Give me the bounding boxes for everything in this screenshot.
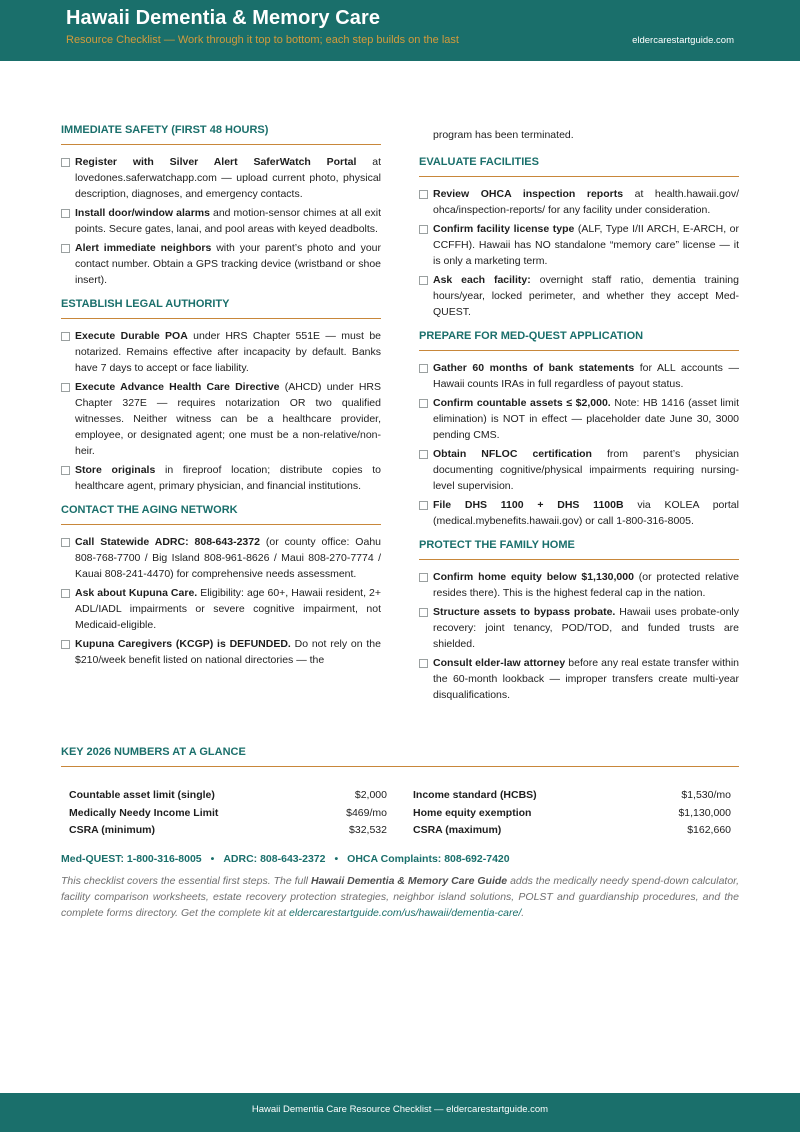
checklist-item bbox=[419, 186, 739, 218]
page-title: Hawaii Dementia & Memory Care bbox=[66, 7, 381, 29]
item-heading: Review OHCA inspection reports bbox=[433, 188, 624, 200]
row-label: CSRA (maximum) bbox=[413, 824, 502, 836]
checkbox[interactable] bbox=[61, 466, 70, 475]
item-heading: Consult elder-law attorney bbox=[433, 657, 566, 669]
note-text: adds the medically needy spend-down calculator, facility comparison worksheets, estate recovery protection strategies, neighbor island solutions, POLST and guardianship procedures, and the complete forms directory. Get the complete kit at bbox=[61, 874, 739, 919]
checklist-item bbox=[61, 205, 381, 237]
item-heading: Confirm countable assets ≤ $2,000. bbox=[433, 397, 611, 409]
item-text: (or county office: Oahu 808-768-7700 / Big Island 808-961-8626 / Maui 808-270-7774 / Kauai 808-241-4470) for comprehensive needs assessment. bbox=[75, 536, 381, 580]
section-family-home bbox=[419, 533, 739, 703]
section-legal-authority bbox=[61, 292, 381, 494]
key-numbers-table bbox=[61, 787, 739, 840]
item-heading: Confirm home equity below $1,130,000 bbox=[433, 571, 634, 583]
checklist-item bbox=[419, 446, 739, 494]
bullet-separator: • bbox=[210, 852, 215, 865]
header-site: eldercarestartguide.com bbox=[632, 35, 734, 46]
item-text: Do not rely on the $210/week benefit listed on national directories — the bbox=[75, 638, 381, 666]
item-heading: Alert immediate neighbors bbox=[75, 242, 212, 254]
checkbox[interactable] bbox=[61, 158, 70, 167]
item-text: (ALF, Type I/II ARCH, E-ARCH, or CCFFH). Hawaii has NO standalone “memory care” license — it is only a marketing term. bbox=[433, 223, 739, 267]
checklist-item bbox=[419, 604, 739, 652]
guide-name: Hawaii Dementia & Memory Care Guide bbox=[310, 874, 508, 887]
row-value: $1,530/mo bbox=[681, 789, 731, 801]
checklist-item bbox=[61, 534, 381, 582]
item-heading: Obtain NFLOC certification bbox=[433, 448, 592, 460]
row-label: Income standard (HCBS) bbox=[413, 789, 537, 801]
checkbox[interactable] bbox=[419, 364, 428, 373]
checkbox[interactable] bbox=[419, 225, 428, 234]
page-footer: Hawaii Dementia Care Resource Checklist — eldercarestartguide.com bbox=[0, 1093, 800, 1132]
checklist-item bbox=[61, 636, 381, 668]
left-column bbox=[61, 118, 381, 672]
contact-line bbox=[61, 853, 739, 865]
section-title: KEY 2026 NUMBERS AT A GLANCE bbox=[61, 740, 739, 767]
checklist-item bbox=[419, 395, 739, 443]
row-value: $469/mo bbox=[346, 806, 387, 819]
checklist-item bbox=[419, 655, 739, 703]
checkbox[interactable] bbox=[61, 383, 70, 392]
checkbox[interactable] bbox=[61, 244, 70, 253]
item-heading: Call Statewide ADRC: 808-643-2372 bbox=[75, 536, 260, 548]
checkbox[interactable] bbox=[419, 608, 428, 617]
medquest-phone[interactable]: Med-QUEST: 1-800-316-8005 bbox=[61, 852, 202, 865]
row-label: Countable asset limit (single) bbox=[69, 789, 215, 801]
item-text: in fireproof location; distribute copies to healthcare agent, primary physician, and financial institutions. bbox=[75, 464, 381, 492]
item-text: from parent’s physician documenting cognitive/physical impairments requiring nursing-level supervision. bbox=[433, 448, 739, 492]
item-heading: File DHS 1100 + DHS 1100B bbox=[433, 499, 624, 511]
row-value: $32,532 bbox=[349, 824, 387, 836]
checkbox[interactable] bbox=[61, 332, 70, 341]
section-evaluate-facilities bbox=[419, 150, 739, 320]
item-text: Eligibility: age 60+, Hawaii resident, 2+ ADL/IADL impairments or severe cognitive impairment, not Medicaid-eligible. bbox=[75, 587, 381, 631]
section-aging-network bbox=[61, 498, 381, 668]
item-heading: Confirm facility license type bbox=[433, 223, 575, 235]
item-text: before any real estate transfer within the 60-month lookback — improper transfers create multi-year disqualifications. bbox=[433, 657, 739, 701]
item-heading: Ask about Kupuna Care. bbox=[75, 587, 198, 599]
item-text: Hawaii uses probate-only recovery: joint tenancy, POD/TOD, and funded trusts are shielded. bbox=[433, 606, 739, 650]
section-title: CONTACT THE AGING NETWORK bbox=[61, 498, 381, 525]
row-value: $2,000 bbox=[354, 789, 387, 801]
checklist-item bbox=[61, 328, 381, 376]
item-text: with your parent’s photo and your contact number. Obtain a GPS tracking device (wristband or shoe insert). bbox=[75, 242, 381, 286]
item-text: (or protected relative resides there). This is the highest federal cap in the nation. bbox=[433, 571, 739, 599]
checkbox[interactable] bbox=[419, 659, 428, 668]
page-subtitle: Resource Checklist — Work through it top to bottom; each step builds on the last bbox=[66, 34, 459, 46]
table-row bbox=[413, 805, 731, 823]
table-row bbox=[413, 822, 731, 840]
continued-text: program has been terminated. bbox=[433, 129, 574, 141]
checkbox[interactable] bbox=[61, 209, 70, 218]
closing-note bbox=[61, 873, 739, 921]
checklist-item bbox=[61, 154, 381, 202]
key-column-left bbox=[69, 787, 387, 840]
row-label: CSRA (minimum) bbox=[69, 824, 155, 836]
checkbox[interactable] bbox=[419, 501, 428, 510]
right-column bbox=[419, 123, 739, 707]
checklist-item bbox=[61, 240, 381, 288]
item-text: via KOLEA portal (medical.mybenefits.hawaii.gov) or call 1-800-316-8005. bbox=[433, 499, 739, 527]
kit-link[interactable]: eldercarestartguide.com/us/hawaii/dementia-care/ bbox=[288, 906, 522, 919]
checkbox[interactable] bbox=[419, 450, 428, 459]
checkbox[interactable] bbox=[61, 640, 70, 649]
key-column-right bbox=[413, 787, 731, 840]
item-text: under HRS Chapter 551E — must be notarized. Remains effective after incapacity by default. Banks have 7 days to accept or face liability. bbox=[75, 330, 381, 374]
checkbox[interactable] bbox=[61, 589, 70, 598]
item-heading: Execute Advance Health Care Directive bbox=[75, 381, 280, 393]
item-text: for ALL accounts — Hawaii counts IRAs in full regardless of payout status. bbox=[433, 362, 739, 390]
row-label: Medically Needy Income Limit bbox=[69, 806, 219, 819]
table-row bbox=[413, 787, 731, 805]
item-heading: Execute Durable POA bbox=[75, 330, 188, 342]
item-text: at lovedones.saferwatchapp.com — upload current photo, physical description, diagnoses, and emergency contacts. bbox=[75, 156, 381, 200]
checkbox[interactable] bbox=[419, 190, 428, 199]
note-text: . bbox=[521, 906, 525, 919]
key-numbers-section bbox=[61, 740, 739, 921]
item-text: and motion-sensor chimes at all exit points. Secure gates, lanai, and pool areas with keyed deadbolts. bbox=[75, 207, 381, 235]
checklist-item bbox=[419, 221, 739, 269]
section-immediate-safety bbox=[61, 118, 381, 288]
checklist-item bbox=[419, 569, 739, 601]
item-text: overnight staff ratio, dementia training hours/year, locked perimeter, and whether they accept Med-QUEST. bbox=[433, 274, 739, 318]
item-heading: Ask each facility: bbox=[433, 274, 531, 286]
item-heading: Install door/window alarms bbox=[75, 207, 210, 219]
item-heading: Register with Silver Alert SaferWatch Portal bbox=[75, 156, 357, 168]
checklist-item bbox=[61, 585, 381, 633]
item-text: at health.hawaii.gov/ ohca/inspection-reports/ for any facility under consideration. bbox=[433, 188, 739, 216]
item-heading: Structure assets to bypass probate. bbox=[433, 606, 616, 618]
bullet-separator: • bbox=[334, 852, 339, 865]
section-title: IMMEDIATE SAFETY (FIRST 48 HOURS) bbox=[61, 118, 381, 145]
item-heading: Kupuna Caregivers (KCGP) is DEFUNDED. bbox=[75, 638, 291, 650]
section-med-quest bbox=[419, 324, 739, 529]
table-row bbox=[69, 787, 387, 805]
checklist-item bbox=[419, 497, 739, 529]
checklist-item bbox=[61, 379, 381, 459]
section-title: PREPARE FOR MED-QUEST APPLICATION bbox=[419, 324, 739, 351]
adrc-phone[interactable]: ADRC: 808-643-2372 bbox=[223, 852, 326, 865]
note-text: This checklist covers the essential first steps. The full bbox=[61, 874, 311, 887]
item-heading: Gather 60 months of bank statements bbox=[433, 362, 635, 374]
page-header bbox=[0, 0, 800, 61]
section-title: PROTECT THE FAMILY HOME bbox=[419, 533, 739, 560]
checklist-item bbox=[61, 462, 381, 494]
item-text: (AHCD) under HRS Chapter 327E — requires notarization OR two qualified witnesses. Neither witness can be a healthcare provider, employee, or designated agent; one must be a non-relative/non-heir. bbox=[75, 381, 381, 457]
checkbox[interactable] bbox=[419, 276, 428, 285]
checkbox[interactable] bbox=[61, 538, 70, 547]
item-text: Note: HB 1416 (asset limit elimination) is NOT in effect — placeholder date June 30, 3000 pending CMS. bbox=[433, 397, 739, 441]
table-row bbox=[69, 805, 387, 823]
table-row bbox=[69, 822, 387, 840]
section-title: EVALUATE FACILITIES bbox=[419, 150, 739, 177]
checkbox[interactable] bbox=[419, 399, 428, 408]
section-title: ESTABLISH LEGAL AUTHORITY bbox=[61, 292, 381, 319]
item-heading: Store originals bbox=[75, 464, 156, 476]
row-value: $162,660 bbox=[687, 824, 731, 836]
checklist-item bbox=[419, 272, 739, 320]
row-value: $1,130,000 bbox=[678, 806, 731, 819]
row-label: Home equity exemption bbox=[413, 806, 532, 819]
ohca-phone[interactable]: OHCA Complaints: 808-692-7420 bbox=[347, 852, 510, 865]
checklist-item bbox=[419, 360, 739, 392]
checkbox[interactable] bbox=[419, 573, 428, 582]
